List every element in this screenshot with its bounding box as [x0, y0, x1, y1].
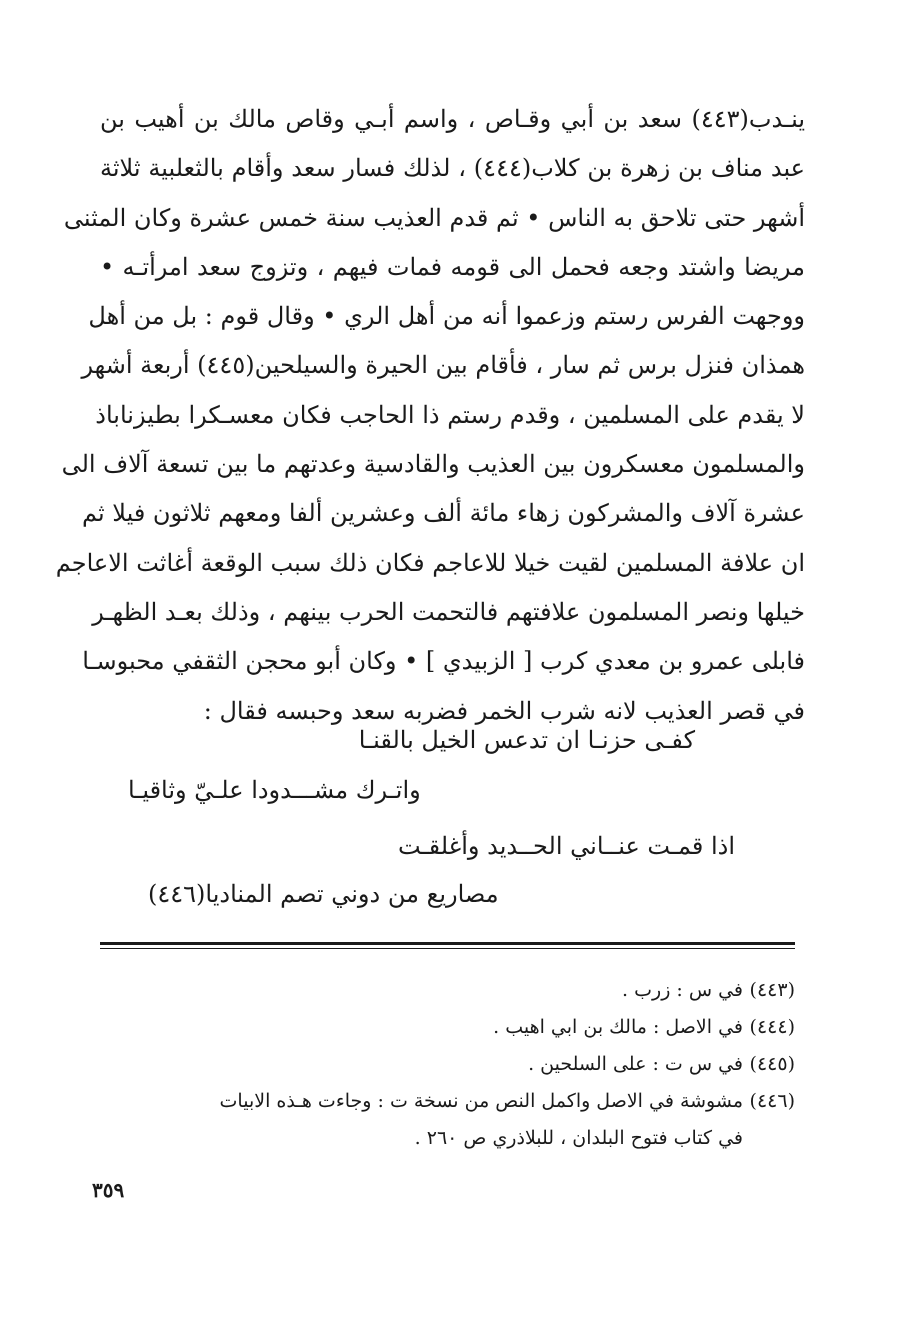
text-line: خيلها ونصر المسلمون علافتهم فالتحمت الحرب بينهم ، وذلك بعـد الظهـر [92, 597, 805, 626]
footnote-number: (٤٤٥) [749, 1053, 795, 1075]
text-line: عبد مناف بن زهرة بن كلاب(٤٤٤) ، لذلك فسار سعد وأقام بالثعلبية ثلاثة [100, 154, 805, 183]
footnote-text: في س ت : على السلحين . [528, 1053, 743, 1075]
footnotes [100, 972, 795, 1157]
footnote [100, 1009, 795, 1046]
text-line: أشهر حتى تلاحق به الناس • ثم قدم العذيب سنة خمس عشرة وكان المثنى [63, 203, 805, 232]
footnote-text: مشوشة في الاصل واكمل النص من نسخة ت : وجاءت هـذه الابيات [219, 1090, 743, 1112]
main-text [55, 95, 805, 736]
footnote [100, 1083, 795, 1120]
footnote-number: (٤٤٦) [749, 1090, 795, 1112]
text-line: والمسلمون معسكرون بين العذيب والقادسية وعدتهم ما بين تسعة آلاف الى [61, 450, 805, 479]
footnote [100, 1046, 795, 1083]
footnote-text: في كتاب فتوح البلدان ، للبلاذري ص ٢٦٠ . [414, 1127, 743, 1149]
poem-hemistich: كفـى حزنـا ان تدعس الخيل بالقنـا [358, 726, 695, 754]
footnote [100, 972, 795, 1009]
text-line: همذان فنزل برس ثم سار ، فأقام بين الحيرة والسيلحين(٤٤٥) أربعة أشهر [81, 351, 805, 380]
page-number: ٣٥٩ [92, 1178, 125, 1202]
footnote-number: (٤٤٣) [749, 979, 795, 1001]
poem-hemistich: اذا قمـت عنــاني الحــديد وأغلقـت [397, 832, 735, 860]
poem-hemistich: مصاريع من دوني تصم المناديا(٤٤٦) [148, 880, 499, 908]
text-line: لا يقدم على المسلمين ، وقدم رستم ذا الحاجب فكان معسـكرا بطيزناباذ [95, 400, 805, 429]
text-line: عشرة آلاف والمشركون زهاء مائة ألف وعشرين ألفا ومعهم ثلاثون فيلا ثم [81, 499, 805, 528]
text-line: ان علافة المسلمين لقيت خيلا للاعاجم فكان ذلك سبب الوقعة أغاثت الاعاجم [55, 548, 805, 577]
poem-hemistich: واتـرك مشـــدودا علـيّ وثاقيـا [128, 776, 421, 804]
text-line: في قصر العذيب لانه شرب الخمر فضربه سعد وحبسه فقال : [203, 696, 805, 725]
text-line: فابلى عمرو بن معدي كرب [ الزبيدي ] • وكان أبو محجن الثقفي محبوسـا [82, 647, 805, 676]
footnote-number: (٤٤٤) [749, 1016, 795, 1038]
footnote-text: في الاصل : مالك بن ابي اهيب . [493, 1016, 743, 1038]
footnote-text: في س : زرب . [622, 979, 743, 1001]
footnote-continuation [100, 1120, 795, 1157]
text-line: ينـدب(٤٤٣) سعد بن أبي وقـاص ، واسم أبـي وقاص مالك بن أهيب بن [100, 105, 805, 133]
footnote-separator [100, 942, 795, 945]
text-line: ووجهت الفرس رستم وزعموا أنه من أهل الري • وقال قوم : بل من أهل [88, 302, 805, 331]
footnote-separator-thin [100, 948, 795, 949]
text-line: مريضا واشتد وجعه فحمل الى قومه فمات فيهم ، وتزوج سعد امرأتـه • [100, 252, 805, 281]
